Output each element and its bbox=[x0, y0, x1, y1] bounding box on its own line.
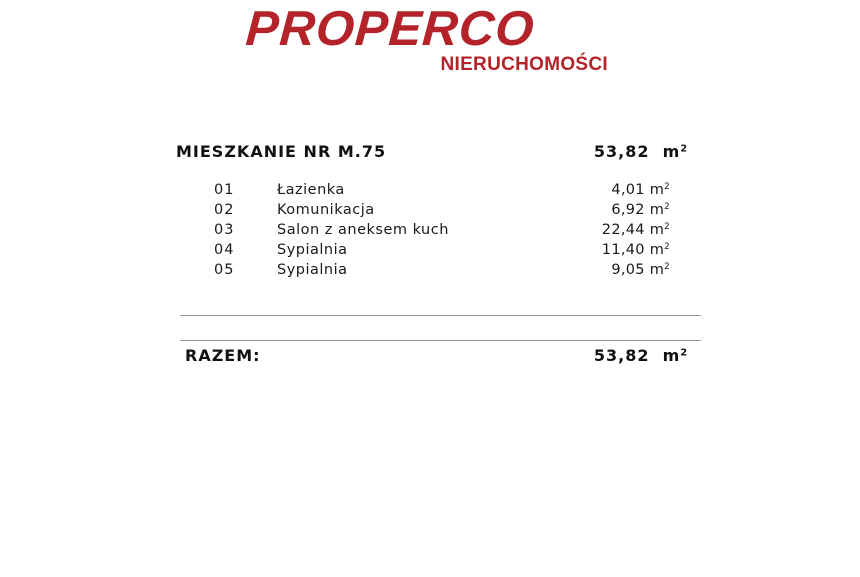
room-number: 02 bbox=[214, 202, 235, 218]
divider-bottom bbox=[180, 340, 701, 341]
room-row bbox=[214, 202, 674, 222]
room-area-sup: 2 bbox=[664, 222, 670, 233]
divider-top bbox=[180, 315, 701, 316]
room-name: Salon z aneksem kuch bbox=[277, 222, 449, 238]
room-area-sup: 2 bbox=[664, 262, 670, 273]
room-area-unit: m bbox=[649, 222, 665, 238]
room-area bbox=[611, 182, 670, 198]
apartment-area-unit: m bbox=[662, 142, 681, 161]
room-area-sup: 2 bbox=[664, 182, 670, 193]
apartment-title: MIESZKANIE NR M.75 bbox=[176, 142, 387, 161]
room-row bbox=[214, 182, 674, 202]
room-name: Sypialnia bbox=[277, 262, 348, 278]
room-area-value: 11,40 bbox=[601, 242, 645, 258]
room-number: 04 bbox=[214, 242, 235, 258]
room-area bbox=[602, 242, 670, 258]
apartment-header bbox=[176, 142, 692, 168]
room-row bbox=[214, 222, 674, 242]
total-area-unit-sup: 2 bbox=[680, 347, 688, 359]
apartment-area bbox=[594, 142, 688, 161]
room-number: 01 bbox=[214, 182, 235, 198]
total-row bbox=[185, 346, 692, 372]
room-area-sup: 2 bbox=[664, 242, 670, 253]
room-area-value: 6,92 bbox=[611, 202, 645, 218]
room-name: Komunikacja bbox=[277, 202, 375, 218]
room-area-unit: m bbox=[649, 242, 665, 258]
room-area-unit: m bbox=[649, 182, 665, 198]
room-list bbox=[214, 182, 674, 282]
room-area bbox=[611, 262, 670, 278]
total-area-value: 53,82 bbox=[593, 346, 650, 365]
room-area-unit: m bbox=[649, 262, 665, 278]
room-name: Sypialnia bbox=[277, 242, 348, 258]
room-area bbox=[611, 202, 670, 218]
total-area bbox=[594, 346, 688, 365]
logo-tagline: NIERUCHOMOŚCI bbox=[440, 54, 608, 75]
room-name: Łazienka bbox=[277, 182, 345, 198]
room-row bbox=[214, 262, 674, 282]
room-area-value: 22,44 bbox=[601, 222, 645, 238]
apartment-area-unit-sup: 2 bbox=[680, 143, 688, 155]
total-label: RAZEM: bbox=[185, 346, 261, 365]
apartment-area-value: 53,82 bbox=[593, 142, 650, 161]
room-area-value: 9,05 bbox=[611, 262, 645, 278]
room-area-value: 4,01 bbox=[611, 182, 645, 198]
room-number: 03 bbox=[214, 222, 235, 238]
room-area-unit: m bbox=[649, 202, 665, 218]
room-area bbox=[602, 222, 670, 238]
room-number: 05 bbox=[214, 262, 235, 278]
room-area-sup: 2 bbox=[664, 202, 670, 213]
logo-name: PROPERCO bbox=[244, 2, 537, 56]
properco-logo bbox=[246, 0, 614, 80]
room-row bbox=[214, 242, 674, 262]
total-area-unit: m bbox=[662, 346, 681, 365]
